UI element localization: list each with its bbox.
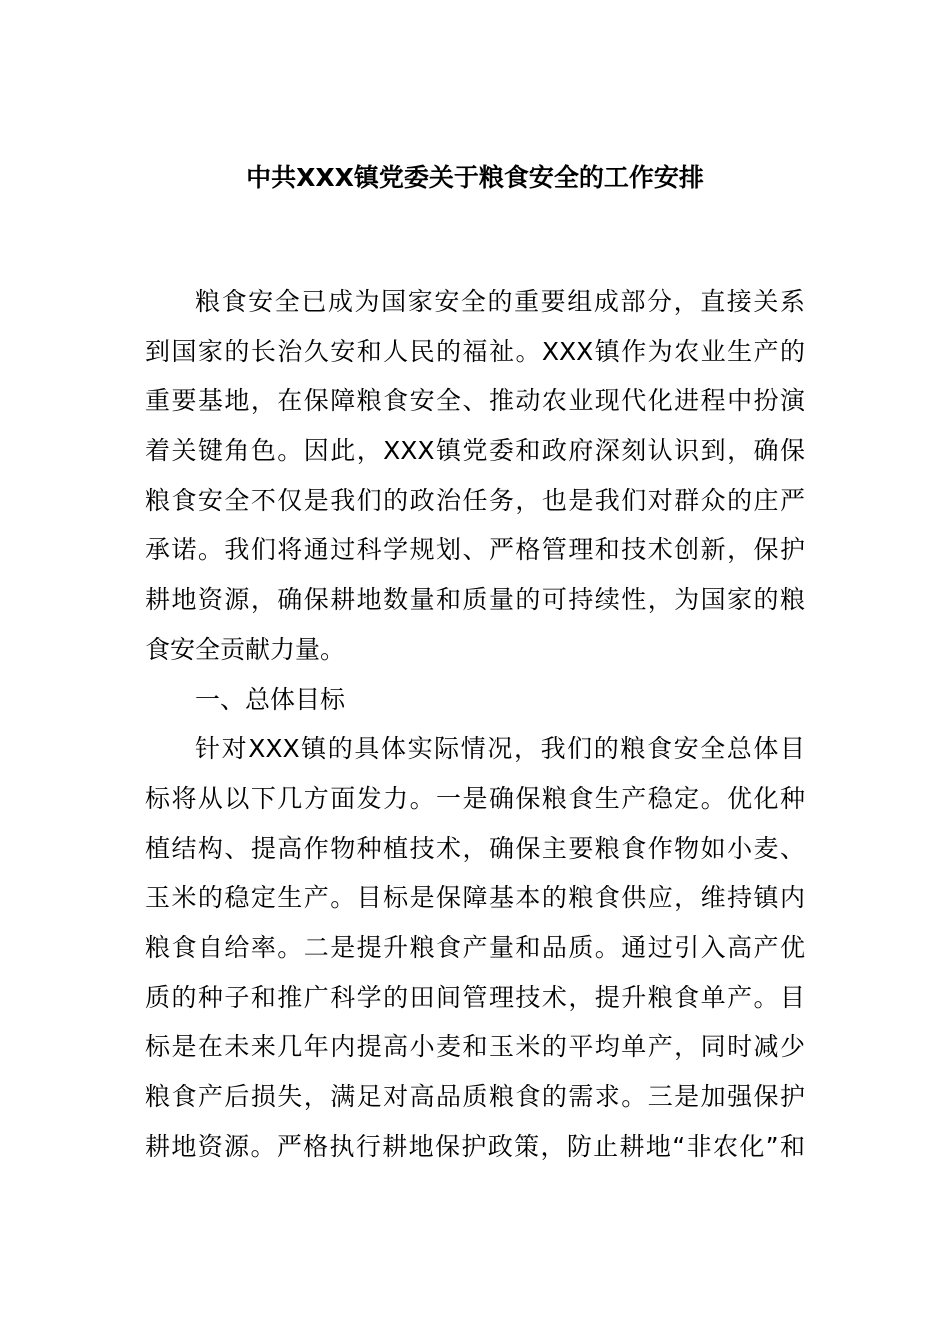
paragraph-line: 耕地资源，确保耕地数量和质量的可持续性，为国家的粮 bbox=[145, 585, 805, 615]
section-heading: 一、总体目标 bbox=[195, 684, 346, 714]
paragraph-line: 针对XXX镇的具体实际情况，我们的粮食安全总体目 bbox=[195, 734, 805, 764]
paragraph-line: 到国家的长治久安和人民的福祉。XXX镇作为农业生产的 bbox=[145, 336, 805, 366]
paragraph-line: 粮食安全不仅是我们的政治任务，也是我们对群众的庄严 bbox=[145, 485, 805, 515]
document-title: 中共XXX镇党委关于粮食安全的工作安排 bbox=[246, 163, 704, 192]
paragraph-line: 粮食产后损失，满足对高品质粮食的需求。三是加强保护 bbox=[145, 1082, 805, 1111]
paragraph-line: 植结构、提高作物种植技术，确保主要粮食作物如小麦、 bbox=[145, 833, 805, 863]
paragraph-line: 玉米的稳定生产。目标是保障基本的粮食供应，维持镇内 bbox=[145, 883, 805, 913]
paragraph-line: 重要基地，在保障粮食安全、推动农业现代化进程中扮演 bbox=[145, 386, 805, 416]
paragraph-line: 粮食自给率。二是提升粮食产量和品质。通过引入高产优 bbox=[145, 932, 805, 962]
paragraph-line: 粮食安全已成为国家安全的重要组成部分，直接关系 bbox=[195, 287, 805, 316]
paragraph-line: 标将从以下几方面发力。一是确保粮食生产稳定。优化种 bbox=[145, 783, 805, 813]
paragraph-line: 着关键角色。因此，XXX镇党委和政府深刻认识到，确保 bbox=[145, 436, 805, 466]
document-body bbox=[145, 277, 805, 1171]
paragraph-line: 标是在未来几年内提高小麦和玉米的平均单产，同时减少 bbox=[145, 1032, 805, 1062]
paragraph-line: 质的种子和推广科学的田间管理技术，提升粮食单产。目 bbox=[145, 982, 805, 1012]
paragraph-line: 耕地资源。严格执行耕地保护政策，防止耕地“非农化”和 bbox=[145, 1131, 805, 1161]
paragraph-line: 食安全贡献力量。 bbox=[145, 634, 346, 664]
paragraph-line: 承诺。我们将通过科学规划、严格管理和技术创新，保护 bbox=[145, 535, 805, 565]
